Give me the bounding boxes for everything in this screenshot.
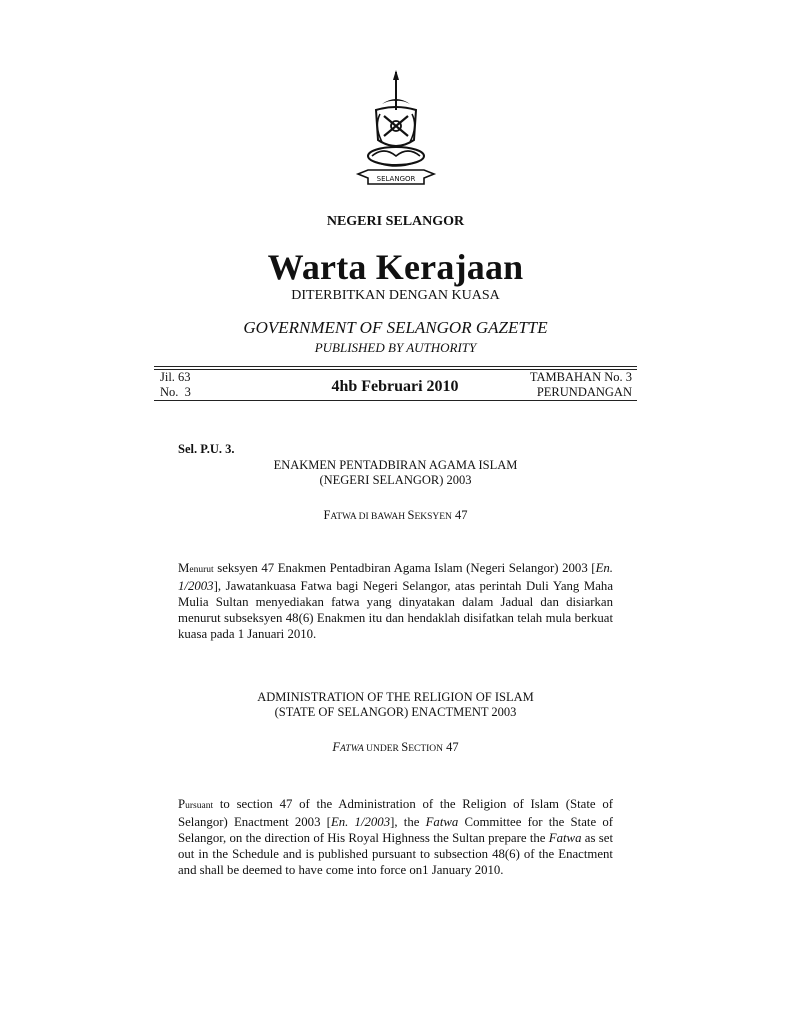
lead-cap: M [178, 561, 190, 575]
sub-small: UNDER [363, 744, 402, 754]
sub-cap: S [407, 508, 415, 522]
fatwa-subheading-ms [0, 508, 791, 523]
fatwa-subheading-en [0, 740, 791, 755]
crest-ribbon-text: SELANGOR [376, 175, 416, 183]
enactment-heading-en-line1: ADMINISTRATION OF THE RELIGION OF ISLAM [257, 690, 534, 704]
notice-body-ms [178, 560, 613, 642]
lead-small: ursuant [185, 801, 214, 811]
notice-reference: Sel. P.U. 3. [178, 442, 235, 456]
sub-number: 47 [451, 508, 468, 522]
sub-small: EKSYEN [414, 512, 452, 522]
sub-cap: F [332, 740, 340, 754]
supplement-info [460, 370, 632, 400]
sub-small: ATWA [339, 744, 364, 754]
fatwa-term: Fatwa [425, 815, 459, 829]
body-text: Committee for the State of Selangor, on the direction of His Royal Highness the Sultan prepare the [178, 815, 614, 845]
sub-cap: S [401, 740, 409, 754]
state-name: NEGERI SELANGOR [326, 214, 465, 229]
sub-cap: F [323, 508, 331, 522]
gazette-title: Warta Kerajaan [267, 247, 524, 287]
authority-line-en: PUBLISHED BY AUTHORITY [314, 340, 477, 355]
enactment-heading-ms-line2: (NEGERI SELANGOR) 2003 [319, 473, 472, 487]
body-text: seksyen 47 Enakmen Pentadbiran Agama Islam (Negeri Selangor) 2003 [ [213, 561, 596, 575]
enactment-ref: En. 1/2003 [178, 561, 613, 593]
enactment-ref: En. 1/2003 [330, 815, 391, 829]
publication-date: 4hb Februari 2010 [331, 378, 459, 395]
body-text: ], the [390, 815, 426, 829]
supplement-type: PERUNDANGAN [536, 385, 632, 399]
volume-number [160, 370, 191, 400]
volume-label: Jil. 63 [160, 370, 191, 384]
info-bar-bottom-rule [154, 400, 637, 401]
sub-number: 47 [443, 740, 459, 754]
body-text: as set out in the Schedule and is published pursuant to subsection 48(6) of the Enactment and shall be deemed to have come into force on1 January 2010. [178, 831, 613, 877]
body-text: ], Jawatankuasa Fatwa bagi Negeri Selangor, atas perintah Duli Yang Maha Mulia Sultan menyediakan fatwa yang dinyatakan dalam Jadual dan disiarkan menurut subseksyen 48(6) Enakmen itu dan hendaklah disifatkan telah mula berkuat kuasa pada 1 Januari 2010. [178, 579, 613, 641]
supplement-number: TAMBAHAN No. 3 [529, 370, 632, 384]
body-text: to section 47 of the Administration of the Religion of Islam (State of Selangor) Enactment 2003 [ [178, 797, 613, 829]
enactment-heading-ms-line1: ENAKMEN PENTADBIRAN AGAMA ISLAM [273, 458, 518, 472]
authority-line-ms: DITERBITKAN DENGAN KUASA [291, 288, 500, 303]
info-bar-top-rule [154, 366, 637, 367]
gazette-title-en: GOVERNMENT OF SELANGOR GAZETTE [243, 318, 548, 337]
fatwa-term: Fatwa [548, 831, 582, 845]
enactment-heading-en [0, 690, 791, 720]
enactment-heading-en-line2: (STATE OF SELANGOR) ENACTMENT 2003 [274, 705, 517, 719]
lead-cap: P [178, 797, 186, 811]
enactment-heading-ms [0, 458, 791, 488]
selangor-crest-emblem [354, 70, 438, 194]
sub-small: ECTION [408, 744, 444, 754]
issue-number: No. 3 [160, 385, 191, 399]
notice-body-en [178, 796, 613, 878]
sub-small: ATWA DI BAWAH [330, 512, 408, 522]
lead-small: enurut [189, 565, 214, 575]
